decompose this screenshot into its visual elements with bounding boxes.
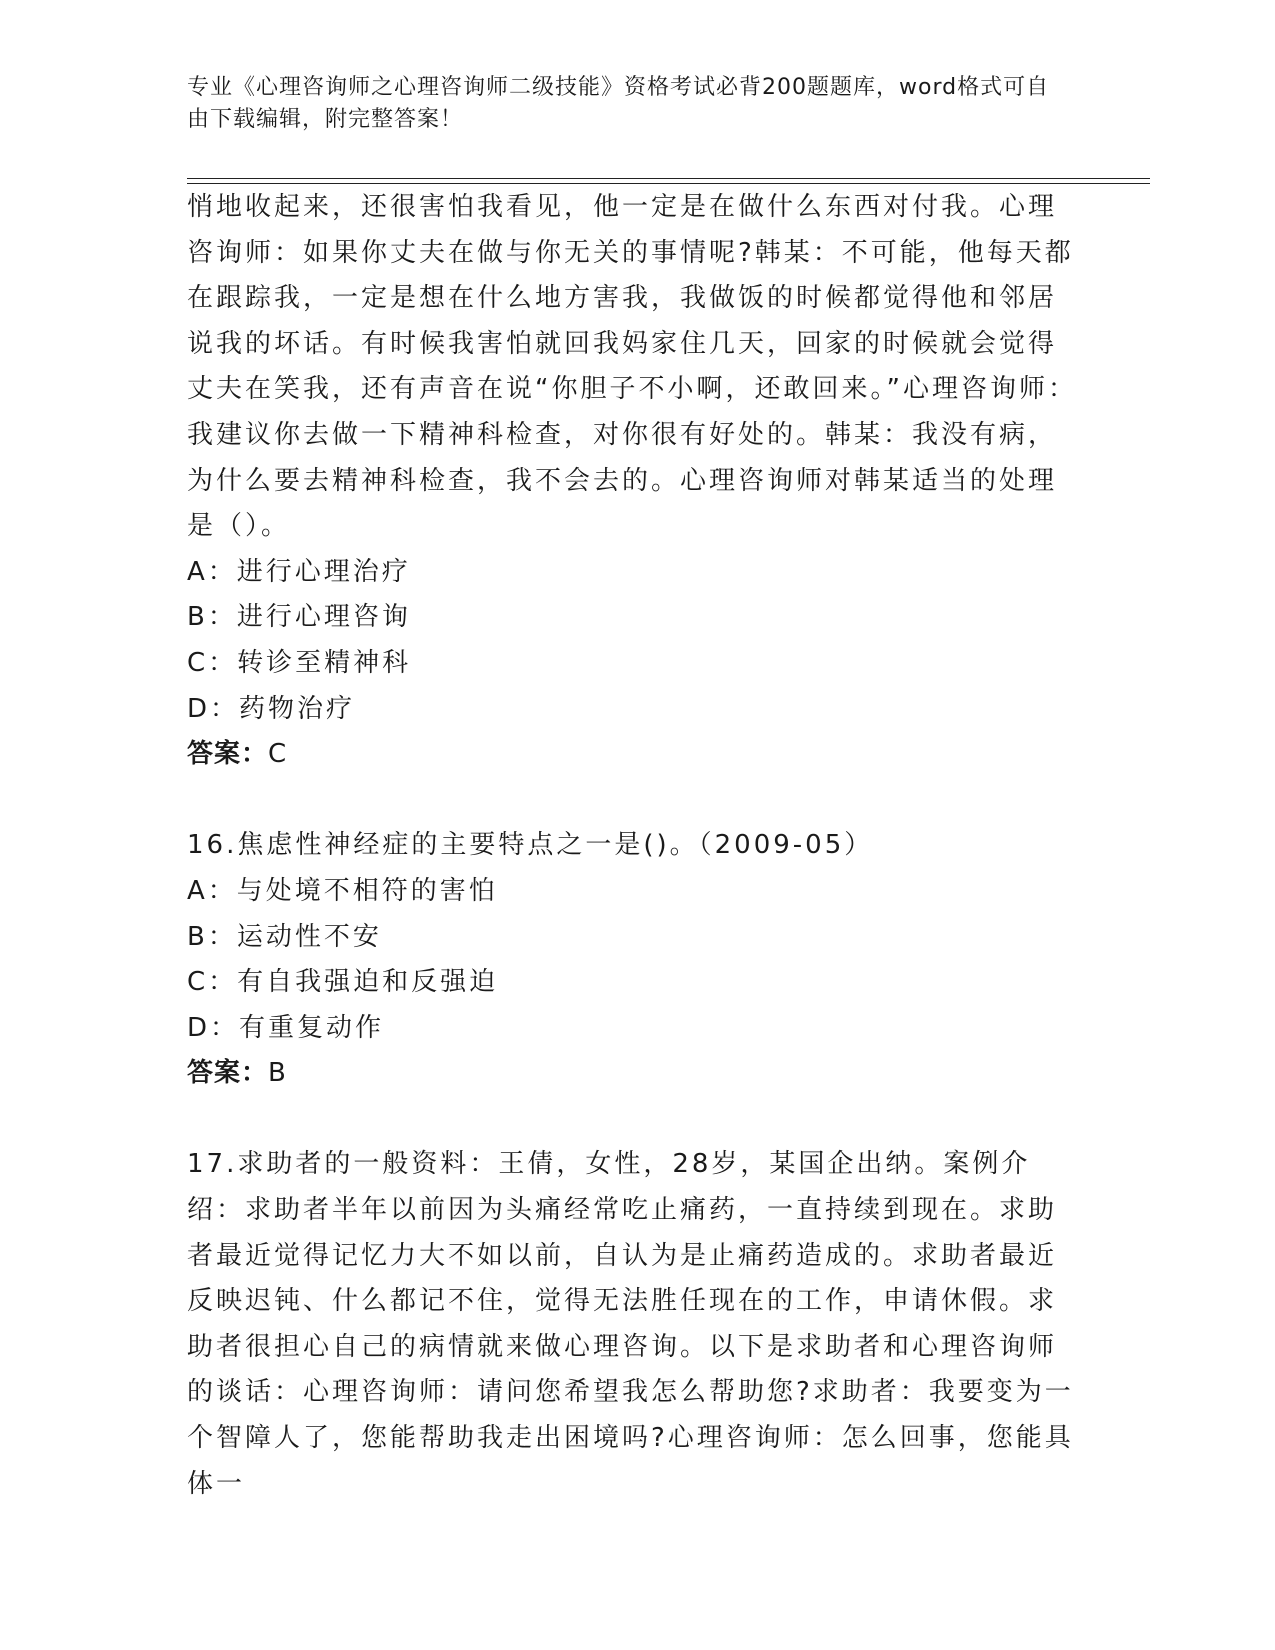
question-block-17 — [187, 1142, 1077, 1507]
option-b: B：运动性不安 — [187, 921, 382, 952]
question-stem: 16.焦虑性神经症的主要特点之一是()。（2009-05） — [187, 830, 874, 861]
option-c: C：有自我强迫和反强迫 — [187, 967, 499, 998]
document-body — [187, 185, 1077, 1507]
option-d: D：药物治疗 — [187, 693, 356, 724]
option-b: B：进行心理咨询 — [187, 602, 411, 633]
question-spacer — [187, 1097, 1077, 1143]
question-block-15 — [187, 185, 1077, 778]
question-stem: 17.求助者的一般资料：王倩，女性，28岁，某国企出纳。案例介绍：求助者半年以前因为头痛经常吃止痛药，一直持续到现在。求助者最近觉得记忆力大不如以前，自认为是止痛药造成的。求助者最近反映迟钝、什么都记不住，觉得无法胜任现在的工作，申请休假。求助者很担心自己的病情就来做心理咨询。以下是求助者和心理咨询师的谈话：心理咨询师：请问您希望我怎么帮助您?求助者：我要变为一个智障人了，您能帮助我走出困境吗?心理咨询师：怎么回事，您能具体一 — [187, 1149, 1074, 1499]
answer-label: 答案： — [187, 739, 269, 770]
option-d: D：有重复动作 — [187, 1012, 385, 1043]
question-block-16 — [187, 823, 1077, 1097]
question-stem: 悄地收起来，还很害怕我看见，他一定是在做什么东西对付我。心理咨询师：如果你丈夫在做与你无关的事情呢?韩某：不可能，他每天都在跟踪我，一定是想在什么地方害我，我做饭的时候都觉得他和邻居说我的坏话。有时候我害怕就回我妈家住几天，回家的时候就会觉得丈夫在笑我，还有声音在说“你胆子不小啊，还敢回来。”心理咨询师：我建议你去做一下精神科检查，对你很有好处的。韩某：我没有病，为什么要去精神科检查，我不会去的。心理咨询师对韩某适当的处理是（）。 — [187, 192, 1077, 542]
header-rule-top — [187, 178, 1150, 179]
answer-label: 答案： — [187, 1058, 269, 1089]
header-title: 专业《心理咨询师之心理咨询师二级技能》资格考试必背200题题库，word格式可自由下载编辑，附完整答案！ — [187, 75, 1050, 132]
document-header — [187, 72, 1067, 136]
option-a: A：与处境不相符的害怕 — [187, 875, 498, 906]
answer-value: B — [268, 1058, 287, 1089]
option-c: C：转诊至精神科 — [187, 647, 412, 678]
option-a: A：进行心理治疗 — [187, 556, 411, 587]
answer-line — [187, 1051, 1077, 1097]
header-rule-bottom — [187, 183, 1150, 184]
answer-line — [187, 732, 1077, 778]
question-spacer — [187, 778, 1077, 824]
answer-value: C — [268, 739, 288, 770]
